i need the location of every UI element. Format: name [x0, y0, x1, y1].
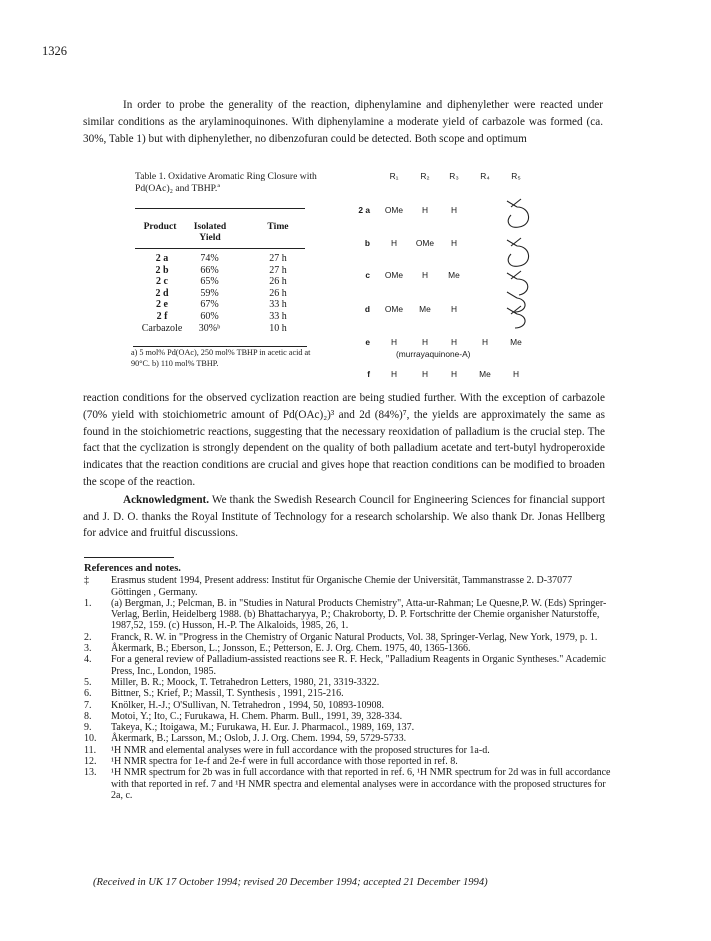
reference-number: 2.	[84, 631, 92, 643]
reference-number: 11.	[84, 744, 97, 756]
table-cell-product: Carbazole	[141, 322, 183, 334]
substituent-value: H	[421, 337, 429, 347]
substituent-row-label: d	[364, 304, 370, 314]
substituent-col-header: R₅	[511, 171, 521, 181]
table-cell-yield: 74%	[200, 253, 219, 264]
table-cell-product: 2 a	[155, 253, 169, 264]
substituent-value: H	[421, 205, 429, 215]
reference-text: Bittner, S.; Krief, P.; Massil, T. Synthesis , 1991, 215-216.	[111, 688, 344, 700]
substituent-value: H	[450, 205, 458, 215]
substituent-value: H	[450, 337, 458, 347]
reference-text: Åkermark, B.; Eberson, L.; Jonsson, E.; Petterson, E. J. Org. Chem. 1975, 40, 1365-1366.	[111, 643, 471, 655]
ring-icon-1	[507, 199, 529, 227]
reference-number: 13.	[84, 767, 97, 779]
table-cell-yield: 59%	[200, 287, 219, 299]
reference-item	[84, 643, 614, 654]
substituent-value: Me	[419, 304, 431, 314]
substituent-value: OMe	[384, 304, 404, 314]
table-header-time: Time	[267, 221, 289, 232]
reference-text: ¹H NMR spectrum for 2b was in full accordance with that reported in ref. 6, ¹H NMR spectrum for 2d was in full accordance with that reported in ref. 7 and ¹H NMR spectra and elemental analyses were in accordance with the proposed structures for 2a, c.	[111, 767, 611, 801]
acknowledgment-text: We thank the Swedish Research Council for Engineering Sciences for financial support and J. D. O. thanks the Royal Institute of Technology for a research scholarship. We also thank Dr. Jonas Hellberg for advice and fruitful discussions.	[83, 493, 605, 540]
table-cell-yield: 30%ᵇ	[198, 322, 221, 334]
reference-item	[84, 767, 614, 801]
reference-item	[84, 575, 614, 598]
substituent-row-label: f	[367, 369, 370, 379]
table-cell-time: 27 h	[269, 264, 287, 276]
reference-number: 9.	[84, 722, 92, 734]
table-footnote: a) 5 mol% Pd(OAc), 250 mol% TBHP in acetic acid at 90°C. b) 110 mol% TBHP.	[131, 348, 311, 368]
table-cell-yield: 65%	[200, 276, 219, 288]
table-cell-product: 2 e	[156, 299, 168, 311]
references-list	[84, 575, 614, 801]
substituent-row-label: 2 a	[358, 205, 370, 215]
reference-item	[84, 745, 614, 756]
substituent-value: H	[450, 238, 458, 248]
table-cell-product: 2 c	[156, 276, 168, 288]
references-rule	[84, 557, 174, 558]
reference-number: ‡	[84, 575, 89, 587]
table-cell-product: 2 d	[155, 287, 169, 299]
table-cell-time: 26 h	[269, 287, 287, 299]
reference-item	[84, 654, 614, 677]
reference-number: 4.	[84, 654, 92, 666]
substituent-col-header: R₁	[389, 171, 399, 181]
table-cell-time: 27 h	[269, 253, 287, 264]
substituent-value: Me	[510, 337, 522, 347]
substituent-value: H	[512, 369, 520, 379]
reference-item	[84, 711, 614, 722]
substituent-value: H	[450, 369, 458, 379]
references-section	[84, 563, 614, 801]
reference-number: 6.	[84, 688, 92, 700]
results-paragraph	[83, 390, 605, 542]
acknowledgment-paragraph	[83, 492, 605, 542]
substituent-value: OMe	[415, 238, 435, 248]
substituent-value: H	[450, 304, 458, 314]
reference-text: For a general review of Palladium-assisted reactions see R. F. Heck, "Palladium Reagents in Organic Syntheses." Academic Press, Inc., London, 1985.	[111, 654, 606, 677]
reference-text: Franck, R. W. in "Progress in the Chemistry of Organic Natural Products, Vol. 38, Springer-Verlag, New York, 1979, p. 1.	[111, 631, 598, 643]
acknowledgment-heading: Acknowledgment.	[123, 493, 210, 506]
substituent-value: H	[390, 369, 398, 379]
reference-item	[84, 722, 614, 733]
received-line: (Received in UK 17 October 1994; revised 20 December 1994; accepted 21 December 1994)	[93, 877, 488, 888]
substituent-value: H	[481, 337, 489, 347]
reference-number: 12.	[84, 756, 97, 768]
reference-text: Åkermark, B.; Larsson, M.; Oslob, J. J. Org. Chem. 1994, 59, 5729-5733.	[111, 733, 407, 745]
table-cell-time: 33 h	[269, 299, 287, 311]
table-cell-yield: 67%	[200, 299, 219, 311]
ring-icon-2	[507, 238, 529, 266]
reference-item	[84, 677, 614, 688]
substituent-row-label: e	[365, 337, 370, 347]
reference-number: 10.	[84, 733, 97, 745]
table-cell-product: 2 f	[156, 311, 168, 322]
substituent-value: OMe	[384, 270, 404, 280]
table-cell-time: 33 h	[269, 311, 287, 322]
reference-item	[84, 632, 614, 643]
substituent-col-header: R₃	[449, 171, 459, 181]
substituent-value: H	[390, 337, 398, 347]
reference-text: Motoi, Y.; Ito, C.; Furukawa, H. Chem. Pharm. Bull., 1991, 39, 328-334.	[111, 710, 403, 722]
reference-text: ¹H NMR and elemental analyses were in full accordance with the proposed structures for 1a-d.	[111, 744, 490, 756]
substituent-value: H	[390, 238, 398, 248]
substituent-value: H	[421, 369, 429, 379]
reference-text: (a) Bergman, J.; Pelcman, B. in "Studies in Natural Products Chemistry", Atta-ur-Rahman; Le Quesne,P. W. (Eds) Springer-Verlag, Berlin, Heidelberg 1988. (b) Bhattacharyya, P.; Chakroborty, D. P. Fortschritte der Chemie organisher Naturstoffe, 1987,52, 159. (c) Husson, H.-P. The Alkaloids, 1985, 26, 1.	[111, 597, 607, 632]
substituent-row-label: b	[364, 238, 370, 248]
reference-item	[84, 756, 614, 767]
reference-text: Erasmus student 1994, Present address: Institut für Organische Chemie der Universität, Tammanstrasse 2. D-37077 Göttingen , Germany.	[111, 575, 573, 598]
substituent-row-label: c	[365, 270, 370, 280]
table-caption: Table 1. Oxidative Aromatic Ring Closure with Pd(OAc)₂ and TBHP.ª	[135, 171, 317, 194]
page-number: 1326	[42, 44, 67, 58]
table-cell-product: 2 b	[155, 264, 169, 276]
table-header-isolated-yield: Isolated Yield	[193, 221, 227, 243]
substituent-col-header: R₂	[420, 171, 430, 181]
table-cell-yield: 66%	[200, 264, 219, 276]
reference-item	[84, 598, 614, 632]
reference-number: 7.	[84, 699, 92, 711]
substituent-note: (murrayaquinone-A)	[396, 349, 471, 359]
reference-number: 1.	[84, 597, 92, 609]
substituent-value: OMe	[384, 205, 404, 215]
results-text: reaction conditions for the observed cyclization reaction are being studied further. With the exception of carbazole (70% yield with stoichiometric amount of Pd(OAc)₂)³ and 2d (84%)⁷, the yields are approximately the same as found in the stoichiometric reactions, suggesting that the necessary reoxidation of palladium is the crucial step. The fact that the cyclization is strongly dependent on the quality of both palladium acetate and tert-butyl hydroperoxide indicates that the reaction conditions are crucial and gives hope that reaction conditions can be modified to broaden the scope of the reaction.	[83, 392, 605, 488]
reference-item	[84, 733, 614, 744]
substituent-value: Me	[448, 270, 460, 280]
references-heading: References and notes.	[84, 563, 181, 574]
table-header-product: Product	[143, 221, 177, 232]
table-cell-yield: 60%	[200, 311, 219, 322]
substituent-value: H	[421, 270, 429, 280]
reference-text: Miller, B. R.; Moock, T. Tetrahedron Letters, 1980, 21, 3319-3322.	[111, 676, 380, 688]
reference-item	[84, 700, 614, 711]
substituent-value: Me	[479, 369, 491, 379]
reference-text: ¹H NMR spectra for 1e-f and 2e-f were in full accordance with those reported in ref. 8.	[111, 756, 458, 768]
reference-text: Takeya, K.; Itoigawa, M.; Furukawa, H. Eur. J. Pharmacol., 1989, 169, 137.	[111, 722, 415, 734]
table-cell-time: 26 h	[269, 276, 287, 288]
reference-item	[84, 688, 614, 699]
reference-number: 8.	[84, 710, 92, 722]
substituent-col-header: R₄	[480, 171, 490, 181]
table-cell-time: 10 h	[269, 322, 287, 334]
reference-text: Knölker, H.-J.; O'Sullivan, N. Tetrahedron , 1994, 50, 10893-10908.	[111, 699, 384, 711]
intro-text: In order to probe the generality of the reaction, diphenylamine and diphenylether were reacted under similar conditions as the arylaminoquinones. With diphenylamine a moderate yield of carbazole was formed (ca. 30%, Table 1) but with diphenylether, no dibenzofuran could be detected. Both scope and optimum	[83, 99, 603, 145]
reference-number: 5.	[84, 676, 92, 688]
ring-icon-3	[507, 271, 528, 295]
reference-number: 3.	[84, 643, 92, 655]
